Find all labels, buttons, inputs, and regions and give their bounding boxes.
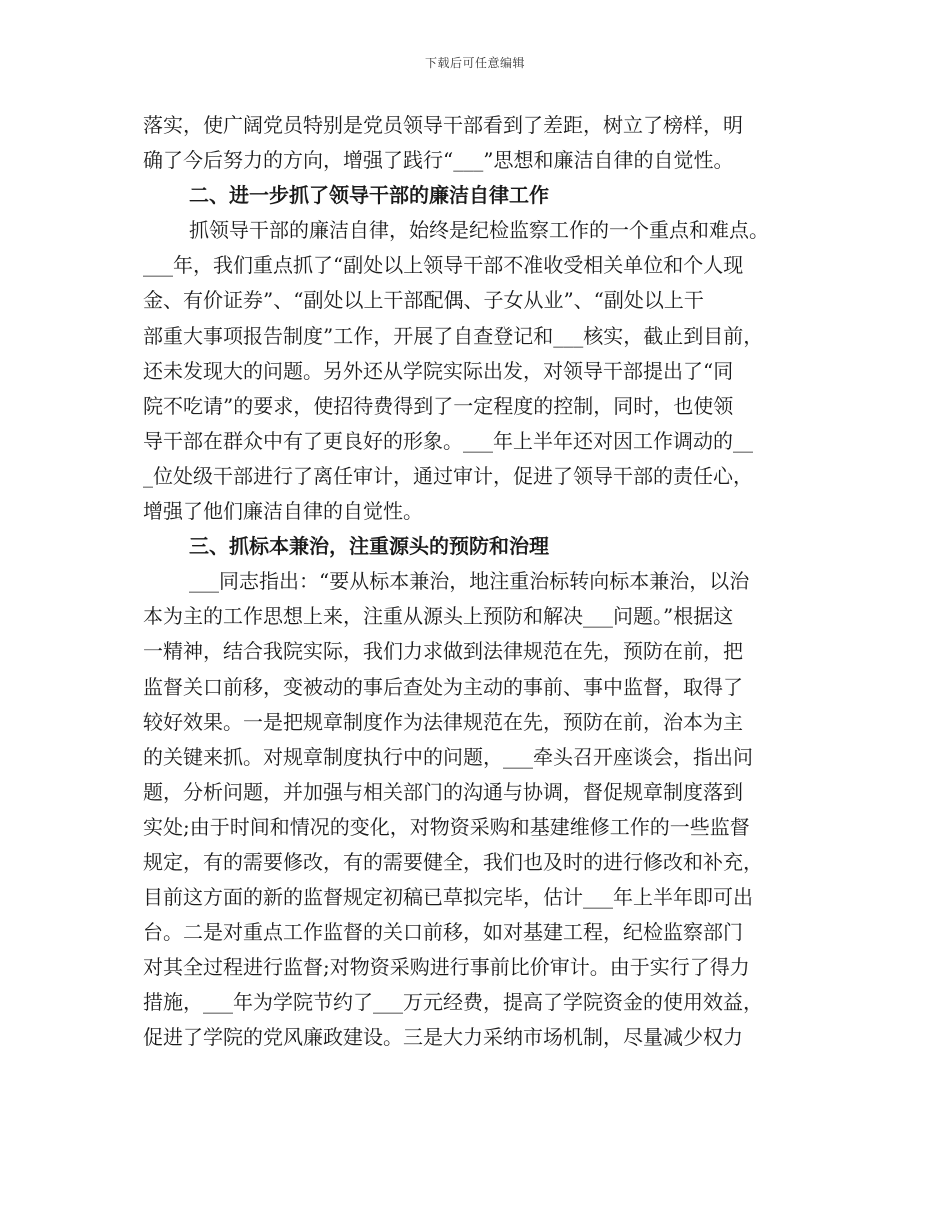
paragraph-line: ___同志指出：“要从标本兼治，地注重治标转向标本兼治，以治 bbox=[189, 569, 750, 594]
paragraph-line: 还未发现大的问题。另外还从学院实际出发，对领导干部提出了“同 bbox=[143, 358, 734, 383]
paragraph-line: ___年，我们重点抓了“副处以上领导干部不准收受相关单位和个人现 bbox=[143, 253, 744, 278]
paragraph-line: 监督关口前移，变被动的事后查处为主动的事前、事中监督，取得了 bbox=[143, 674, 743, 699]
paragraph-line: 台。二是对重点工作监督的关口前移，如对基建工程，纪检监察部门 bbox=[143, 920, 743, 945]
paragraph-line: 实处;由于时间和情况的变化，对物资采购和基建维修工作的一些监督 bbox=[143, 814, 750, 839]
paragraph-line: _位处级干部进行了离任审计，通过审计，促进了领导干部的责任心， bbox=[143, 463, 753, 488]
paragraph-line: 本为主的工作思想上来，注重从源头上预防和解决___问题。”根据这 bbox=[143, 604, 734, 629]
paragraph-line: 导干部在群众中有了更良好的形象。___年上半年还对因工作调动的__ bbox=[143, 428, 753, 453]
paragraph-line: 抓领导干部的廉洁自律，始终是纪检监察工作的一个重点和难点。 bbox=[189, 218, 769, 243]
paragraph-line: 规定，有的需要修改，有的需要健全，我们也及时的进行修改和补充， bbox=[143, 849, 763, 874]
section-heading: 二、进一步抓了领导干部的廉洁自律工作 bbox=[189, 183, 549, 208]
paragraph-line: 一精神，结合我院实际，我们力求做到法律规范在先，预防在前，把 bbox=[143, 639, 743, 664]
paragraph-line: 对其全过程进行监督;对物资采购进行事前比价审计。由于实行了得力 bbox=[143, 955, 750, 980]
paragraph-line: 确了今后努力的方向，增强了践行“___”思想和廉洁自律的自觉性。 bbox=[143, 148, 734, 173]
paragraph-line: 的关键来抓。对规章制度执行中的问题，___牵头召开座谈会，指出问 bbox=[143, 744, 753, 769]
section-heading: 三、抓标本兼治，注重源头的预防和治理 bbox=[189, 534, 549, 559]
paragraph-line: 题，分析问题，并加强与相关部门的沟通与协调，督促规章制度落到 bbox=[143, 779, 743, 804]
paragraph-line: 落实，使广阔党员特别是党员领导干部看到了差距，树立了榜样，明 bbox=[143, 113, 743, 137]
paragraph-line: 金、有价证券”、“副处以上干部配偶、子女从业”、“副处以上干 bbox=[143, 288, 704, 313]
paragraph-line: 目前这方面的新的监督规定初稿已草拟完毕，估计___年上半年即可出 bbox=[143, 885, 753, 910]
paragraph-line: 部重大事项报告制度”工作，开展了自查登记和___核实，截止到目前， bbox=[143, 323, 764, 348]
paragraph-line: 增强了他们廉洁自律的自觉性。 bbox=[143, 499, 423, 524]
document-body bbox=[143, 108, 813, 1056]
paragraph-line: 促进了学院的党风廉政建设。三是大力采纳市场机制，尽量减少权力 bbox=[143, 1025, 743, 1050]
paragraph-line: 较好效果。一是把规章制度作为法律规范在先，预防在前，治本为主 bbox=[143, 709, 743, 734]
page-header: 下载后可任意编辑 bbox=[424, 56, 525, 70]
paragraph-line: 措施，___年为学院节约了___万元经费，提高了学院资金的使用效益， bbox=[143, 990, 763, 1015]
paragraph-line: 院不吃请”的要求，使招待费得到了一定程度的控制，同时，也使领 bbox=[143, 393, 734, 418]
